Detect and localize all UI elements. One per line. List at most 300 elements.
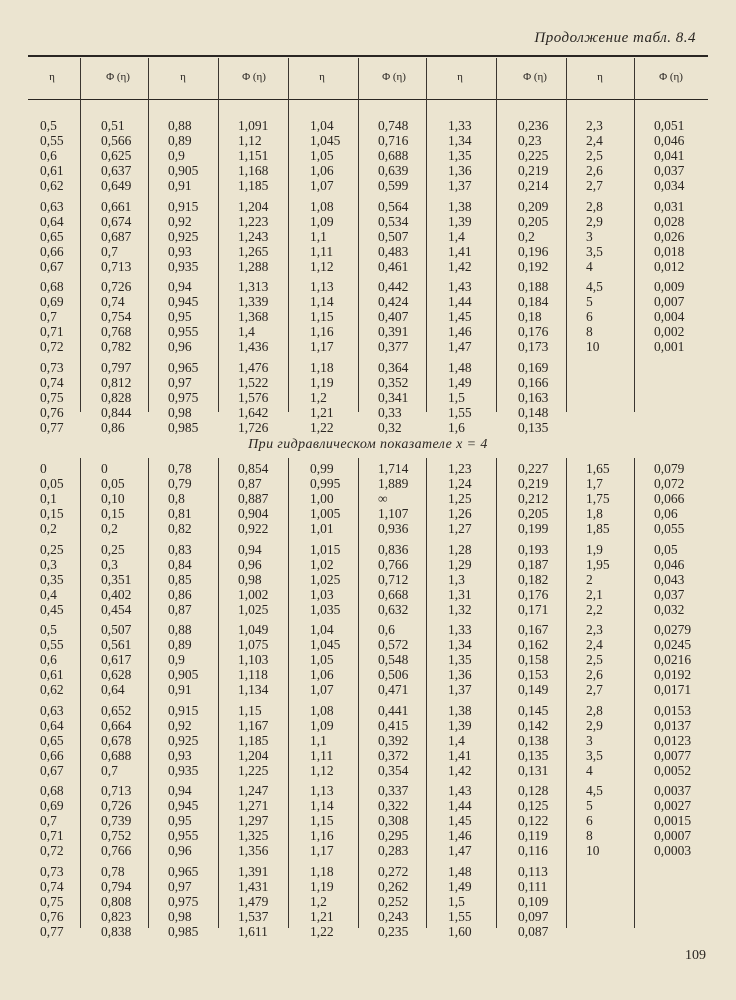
table-cell: 1,41 [448, 243, 472, 259]
table-row [0, 339, 736, 354]
table-cell: 0,3 [101, 556, 118, 572]
table-cell: 1,35 [448, 652, 472, 668]
table-cell: 0,209 [518, 198, 549, 214]
table-cell: 1,07 [310, 178, 334, 194]
table-cell: 1,04 [310, 118, 334, 133]
table-cell: 1,42 [448, 258, 472, 274]
table-cell: 1,21 [310, 908, 334, 924]
table-row [0, 542, 736, 557]
table-cell: 0,0137 [654, 717, 692, 733]
table-cell: 0,148 [518, 404, 549, 420]
table-cell: 0,73 [40, 863, 64, 879]
table-cell: 0,564 [378, 198, 409, 214]
table-cell: 1,325 [238, 828, 269, 844]
table-cell: 0,169 [518, 359, 549, 375]
table-cell: 1,4 [238, 324, 255, 340]
table-cell: 0,854 [238, 461, 269, 476]
table-row [0, 843, 736, 858]
table-cell: 0,205 [518, 213, 549, 229]
table-cell: 0,219 [518, 476, 549, 492]
table-cell: 0,131 [518, 762, 549, 778]
table-cell: 1,02 [310, 556, 334, 572]
table-cell: 0,66 [40, 747, 64, 763]
table-cell: 0,713 [101, 783, 132, 798]
table-cell: 0 [101, 461, 108, 476]
table-cell: 1,107 [378, 506, 409, 522]
table-cell: 0,77 [40, 419, 64, 435]
table-cell: 1,36 [448, 667, 472, 683]
table-cell: 1,288 [238, 258, 269, 274]
table-cell: 0,364 [378, 359, 409, 375]
table-cell: 1,151 [238, 148, 269, 164]
table-cell: 0,037 [654, 163, 685, 179]
table-cell: 0,7 [40, 813, 57, 829]
table-cell: 0,768 [101, 324, 132, 340]
table-cell: 0,483 [378, 243, 409, 259]
table-cell: 0,561 [101, 637, 132, 653]
table-cell: 1,26 [448, 506, 472, 522]
table-cell: 0,81 [168, 506, 192, 522]
table-cell: 0,187 [518, 556, 549, 572]
table-cell: 1,08 [310, 702, 334, 718]
table-row [0, 163, 736, 178]
table-cell: 0,65 [40, 732, 64, 748]
table-cell: 1,49 [448, 878, 472, 894]
table-cell: 1,9 [586, 541, 603, 557]
table-cell: 1,5 [448, 389, 465, 405]
table-cell: 0,8 [168, 491, 185, 507]
table-cell: 1,39 [448, 213, 472, 229]
table-cell: 0,0153 [654, 702, 692, 718]
table-cell: 0,171 [518, 601, 549, 617]
table-cell: 0,407 [378, 309, 409, 325]
table-cell: 1,28 [448, 541, 472, 557]
table-cell: 5 [586, 294, 593, 310]
table-cell: 0,754 [101, 309, 132, 325]
table-cell: 0,322 [378, 798, 409, 814]
table-cell: 0,95 [168, 813, 192, 829]
table-cell: 1,356 [238, 843, 269, 859]
table-cell: 2,3 [586, 118, 603, 133]
table-cell: 1,265 [238, 243, 269, 259]
table-cell: 1,29 [448, 556, 472, 572]
header-cell: η [319, 71, 325, 83]
table-cell: 0,119 [518, 828, 548, 844]
table-row [0, 602, 736, 617]
table-row [0, 420, 736, 435]
table-cell: 0,402 [101, 586, 132, 602]
table-cell: 0,15 [40, 506, 64, 522]
table-cell: 0,135 [518, 419, 549, 435]
table-cell: 1,60 [448, 923, 472, 939]
table-cell: 0,004 [654, 309, 685, 325]
table-cell: 0,012 [654, 258, 685, 274]
table-cell: 0,041 [654, 148, 685, 164]
table-cell: 1,726 [238, 419, 269, 435]
table-cell: 0,96 [168, 843, 192, 859]
table-cell: 1,22 [310, 419, 334, 435]
table-cell: 0,649 [101, 178, 132, 194]
table-cell: 1,48 [448, 863, 472, 879]
table-row [0, 360, 736, 375]
table-cell: 2,8 [586, 702, 603, 718]
table-cell: 0,62 [40, 178, 64, 194]
table-cell: 0,7 [40, 309, 57, 325]
table-cell: 3,5 [586, 747, 603, 763]
table-row [0, 199, 736, 214]
table-cell: 1,75 [586, 491, 610, 507]
table-cell: 0,002 [654, 324, 685, 340]
table-cell: 1,005 [310, 506, 341, 522]
table-cell: 0,726 [101, 279, 132, 294]
table-cell: 0,71 [40, 324, 64, 340]
table-cell: 0,69 [40, 294, 64, 310]
table-cell: 1,22 [310, 923, 334, 939]
table-cell: 1,47 [448, 339, 472, 355]
table-cell: 1,43 [448, 279, 472, 294]
table-cell: 0,122 [518, 813, 549, 829]
table-cell: 1,12 [238, 133, 262, 149]
table-cell: 0,192 [518, 258, 549, 274]
table-row [0, 506, 736, 521]
table-cell: 0,599 [378, 178, 409, 194]
table-cell: 1,015 [310, 541, 341, 557]
table-cell: 0,9 [168, 652, 185, 668]
table-cell: 0,85 [168, 571, 192, 587]
table-cell: 0,63 [40, 702, 64, 718]
table-row [0, 879, 736, 894]
table-cell: 1,17 [310, 843, 334, 859]
table-cell: 0,392 [378, 732, 409, 748]
table-cell: 0,739 [101, 813, 132, 829]
table-cell: 1,14 [310, 798, 334, 814]
table-cell: 0,354 [378, 762, 409, 778]
table-cell: 0,72 [40, 339, 64, 355]
table-row [0, 652, 736, 667]
table-cell: 0,442 [378, 279, 409, 294]
table-cell: 1,34 [448, 133, 472, 149]
table-cell: 1,103 [238, 652, 269, 668]
table-cell: 1,25 [448, 491, 472, 507]
table-cell: 1,522 [238, 374, 269, 390]
table-cell: 0,032 [654, 601, 685, 617]
table-cell: 1,889 [378, 476, 409, 492]
table-cell: 0,337 [378, 783, 409, 798]
table-cell: 0,32 [378, 419, 402, 435]
table-cell: 0,664 [101, 717, 132, 733]
table-cell: 1,19 [310, 374, 334, 390]
table-cell: 0,68 [40, 783, 64, 798]
table-cell: 0,6 [40, 148, 57, 164]
table-cell: 0,9 [168, 148, 185, 164]
table-cell: 0,1 [40, 491, 57, 507]
table-cell: 0,35 [40, 571, 64, 587]
table-cell: 0,844 [101, 404, 132, 420]
table-cell: 0,15 [101, 506, 125, 522]
table-row [0, 229, 736, 244]
table-cell: 1,271 [238, 798, 269, 814]
table-cell: 0,905 [168, 667, 199, 683]
table-cell: 0,018 [654, 243, 685, 259]
table-cell: 0,227 [518, 461, 549, 476]
table-row [0, 783, 736, 798]
table-cell: 0,441 [378, 702, 409, 718]
table-cell: 0,225 [518, 148, 549, 164]
table-cell: 1,09 [310, 717, 334, 733]
table-cell: 0,637 [101, 163, 132, 179]
table-cell: 1,223 [238, 213, 269, 229]
table-cell: 0,94 [168, 279, 192, 294]
table-cell: 1,075 [238, 637, 269, 653]
table-cell: 0,046 [654, 556, 685, 572]
table-cell: 0,111 [518, 878, 548, 894]
table-cell: 0,838 [101, 923, 132, 939]
table-cell: 1,19 [310, 878, 334, 894]
table-cell: 0,87 [168, 601, 192, 617]
table-cell: 0,0077 [654, 747, 692, 763]
table-cell: 0,0003 [654, 843, 692, 859]
table-cell: 0,176 [518, 324, 549, 340]
table-cell: 0,163 [518, 389, 549, 405]
table-cell: 0,043 [654, 571, 685, 587]
table-cell: 0,415 [378, 717, 409, 733]
table-cell: 1,479 [238, 893, 269, 909]
table-cell: 0,352 [378, 374, 409, 390]
table-cell: 0,351 [101, 571, 132, 587]
table-cell: 1,5 [448, 893, 465, 909]
table-cell: 0,922 [238, 521, 269, 537]
table-row [0, 667, 736, 682]
table-cell: 0,812 [101, 374, 132, 390]
header-cell: η [180, 71, 186, 83]
table-cell: 1,185 [238, 178, 269, 194]
table-row [0, 390, 736, 405]
table-cell: 0,688 [101, 747, 132, 763]
table-cell: 1,23 [448, 461, 472, 476]
header-cell: Φ (η) [659, 71, 683, 83]
table-cell: 0,98 [238, 571, 262, 587]
table-cell: 1,55 [448, 404, 472, 420]
table-cell: 1,247 [238, 783, 269, 798]
table-cell: 0,89 [168, 637, 192, 653]
table-cell: 1,8 [586, 506, 603, 522]
table-cell: 0,295 [378, 828, 409, 844]
table-cell: 1,07 [310, 682, 334, 698]
table-cell: 0,162 [518, 637, 549, 653]
table-cell: 0,05 [101, 476, 125, 492]
table-cell: 1,65 [586, 461, 610, 476]
table-cell: 1,49 [448, 374, 472, 390]
table-cell: 2,4 [586, 637, 603, 653]
table-cell: 1,339 [238, 294, 269, 310]
table-cell: 0,507 [101, 622, 132, 637]
table-cell: 0,18 [518, 309, 542, 325]
table-cell: 0,965 [168, 359, 199, 375]
table-cell: 0,975 [168, 389, 199, 405]
table-cell: 1,476 [238, 359, 269, 375]
table-cell: 0,93 [168, 243, 192, 259]
table-cell: 1,85 [586, 521, 610, 537]
table-cell: 0,76 [40, 908, 64, 924]
table-cell: 0,632 [378, 601, 409, 617]
table-cell: 0,985 [168, 419, 199, 435]
table-cell: 1,38 [448, 702, 472, 718]
table-cell: 0,243 [378, 908, 409, 924]
table-cell: 1,35 [448, 148, 472, 164]
table-cell: 0,33 [378, 404, 402, 420]
table-row [0, 476, 736, 491]
table-cell: 1,17 [310, 339, 334, 355]
table-cell: 0,63 [40, 198, 64, 214]
table-row [0, 309, 736, 324]
table-cell: 1,1 [310, 732, 327, 748]
table-cell: 0,67 [40, 258, 64, 274]
table-cell: 1,12 [310, 258, 334, 274]
table-cell: 0,87 [238, 476, 262, 492]
table-row [0, 924, 736, 939]
table-cell: 0,887 [238, 491, 269, 507]
table-cell: 1,41 [448, 747, 472, 763]
table-cell: 0,4 [40, 586, 57, 602]
table-row [0, 405, 736, 420]
table-cell: 0,009 [654, 279, 685, 294]
table-cell: 0,64 [40, 213, 64, 229]
table-cell: 0,935 [168, 258, 199, 274]
table-cell: 0,145 [518, 702, 549, 718]
table-row [0, 909, 736, 924]
table-cell: 1,13 [310, 279, 334, 294]
table-cell: 1,611 [238, 923, 268, 939]
table-cell: 1,33 [448, 622, 472, 637]
table-row [0, 294, 736, 309]
table-cell: 0,92 [168, 213, 192, 229]
table-cell: 0,96 [238, 556, 262, 572]
table-cell: 0,67 [40, 762, 64, 778]
table-cell: 0,625 [101, 148, 132, 164]
table-cell: 0,25 [40, 541, 64, 557]
table-cell: 1,3 [448, 571, 465, 587]
header-cell: Φ (η) [242, 71, 266, 83]
table-cell: 1,204 [238, 198, 269, 214]
table-row [0, 461, 736, 476]
table-cell: 2,7 [586, 178, 603, 194]
table-cell: 0,341 [378, 389, 409, 405]
table-cell: 1,4 [448, 732, 465, 748]
table-cell: 0,028 [654, 213, 685, 229]
table-cell: 0,55 [40, 133, 64, 149]
table-cell: 0,0192 [654, 667, 692, 683]
table-cell: 0,142 [518, 717, 549, 733]
table-cell: 0,2 [101, 521, 118, 537]
table-cell: 1,05 [310, 148, 334, 164]
table-cell: 0,78 [101, 863, 125, 879]
table-cell: 0,235 [378, 923, 409, 939]
table-cell: 0,945 [168, 798, 199, 814]
table-cell: 0,031 [654, 198, 685, 214]
table-cell: 0,74 [40, 374, 64, 390]
table-cell: 0,534 [378, 213, 409, 229]
table-cell: 0,214 [518, 178, 549, 194]
table-cell: 0,86 [168, 586, 192, 602]
table-cell: 1,37 [448, 682, 472, 698]
table-row [0, 521, 736, 536]
table-row [0, 279, 736, 294]
table-row [0, 828, 736, 843]
table-cell: 1,431 [238, 878, 269, 894]
table-cell: 0,965 [168, 863, 199, 879]
header-cell: Φ (η) [523, 71, 547, 83]
table-cell: 1,168 [238, 163, 269, 179]
table-cell: 1,05 [310, 652, 334, 668]
table-cell: 0,88 [168, 118, 192, 133]
table-cell: 0,25 [101, 541, 125, 557]
page-number: 109 [685, 948, 706, 963]
table-cell: 1,44 [448, 798, 472, 814]
table-cell: 0,985 [168, 923, 199, 939]
table-cell: 0,026 [654, 228, 685, 244]
table-cell: 0,05 [654, 541, 678, 557]
table-row [0, 763, 736, 778]
table-row [0, 748, 736, 763]
table-cell: 0,71 [40, 828, 64, 844]
table-cell: 1,025 [238, 601, 269, 617]
table-cell: 0,0015 [654, 813, 692, 829]
table-cell: 0,007 [654, 294, 685, 310]
table-cell: 0,7 [101, 243, 118, 259]
table-cell: 0,079 [654, 461, 685, 476]
table-cell: 0,915 [168, 702, 199, 718]
table-cell: 0,78 [168, 461, 192, 476]
table-row [0, 703, 736, 718]
table-cell: 0,236 [518, 118, 549, 133]
table-cell: 0,99 [310, 461, 334, 476]
table-caption: Продолжение табл. 8.4 [534, 30, 696, 46]
table-cell: 0,652 [101, 702, 132, 718]
table-cell: 0,716 [378, 133, 409, 149]
table-cell: 1,204 [238, 747, 269, 763]
table-cell: 1,4 [448, 228, 465, 244]
table-cell: 0,61 [40, 163, 64, 179]
table-cell: 0,10 [101, 491, 125, 507]
table-cell: 0,0123 [654, 732, 692, 748]
table-cell: 0,661 [101, 198, 132, 214]
table-row [0, 491, 736, 506]
table-row [0, 148, 736, 163]
table-cell: 0,68 [40, 279, 64, 294]
table-cell: 0,766 [101, 843, 132, 859]
header-cell: η [49, 71, 55, 83]
table-cell: 10 [586, 339, 600, 355]
table-cell: 0,149 [518, 682, 549, 698]
table-cell: 0,424 [378, 294, 409, 310]
table-cell: 0,0037 [654, 783, 692, 798]
table-cell: 0,79 [168, 476, 192, 492]
table-cell: 0,548 [378, 652, 409, 668]
table-cell: 0,828 [101, 389, 132, 405]
table-row [0, 733, 736, 748]
table-cell: 0,252 [378, 893, 409, 909]
table-cell: 1,16 [310, 828, 334, 844]
table-cell: 1,134 [238, 682, 269, 698]
table-cell: 0,06 [654, 506, 678, 522]
table-cell: 0,823 [101, 908, 132, 924]
table-cell: 0,975 [168, 893, 199, 909]
table-cell: 1,714 [378, 461, 409, 476]
table-cell: 0,72 [40, 843, 64, 859]
table-cell: 1,03 [310, 586, 334, 602]
table-cell: 1,185 [238, 732, 269, 748]
table-cell: 0,037 [654, 586, 685, 602]
